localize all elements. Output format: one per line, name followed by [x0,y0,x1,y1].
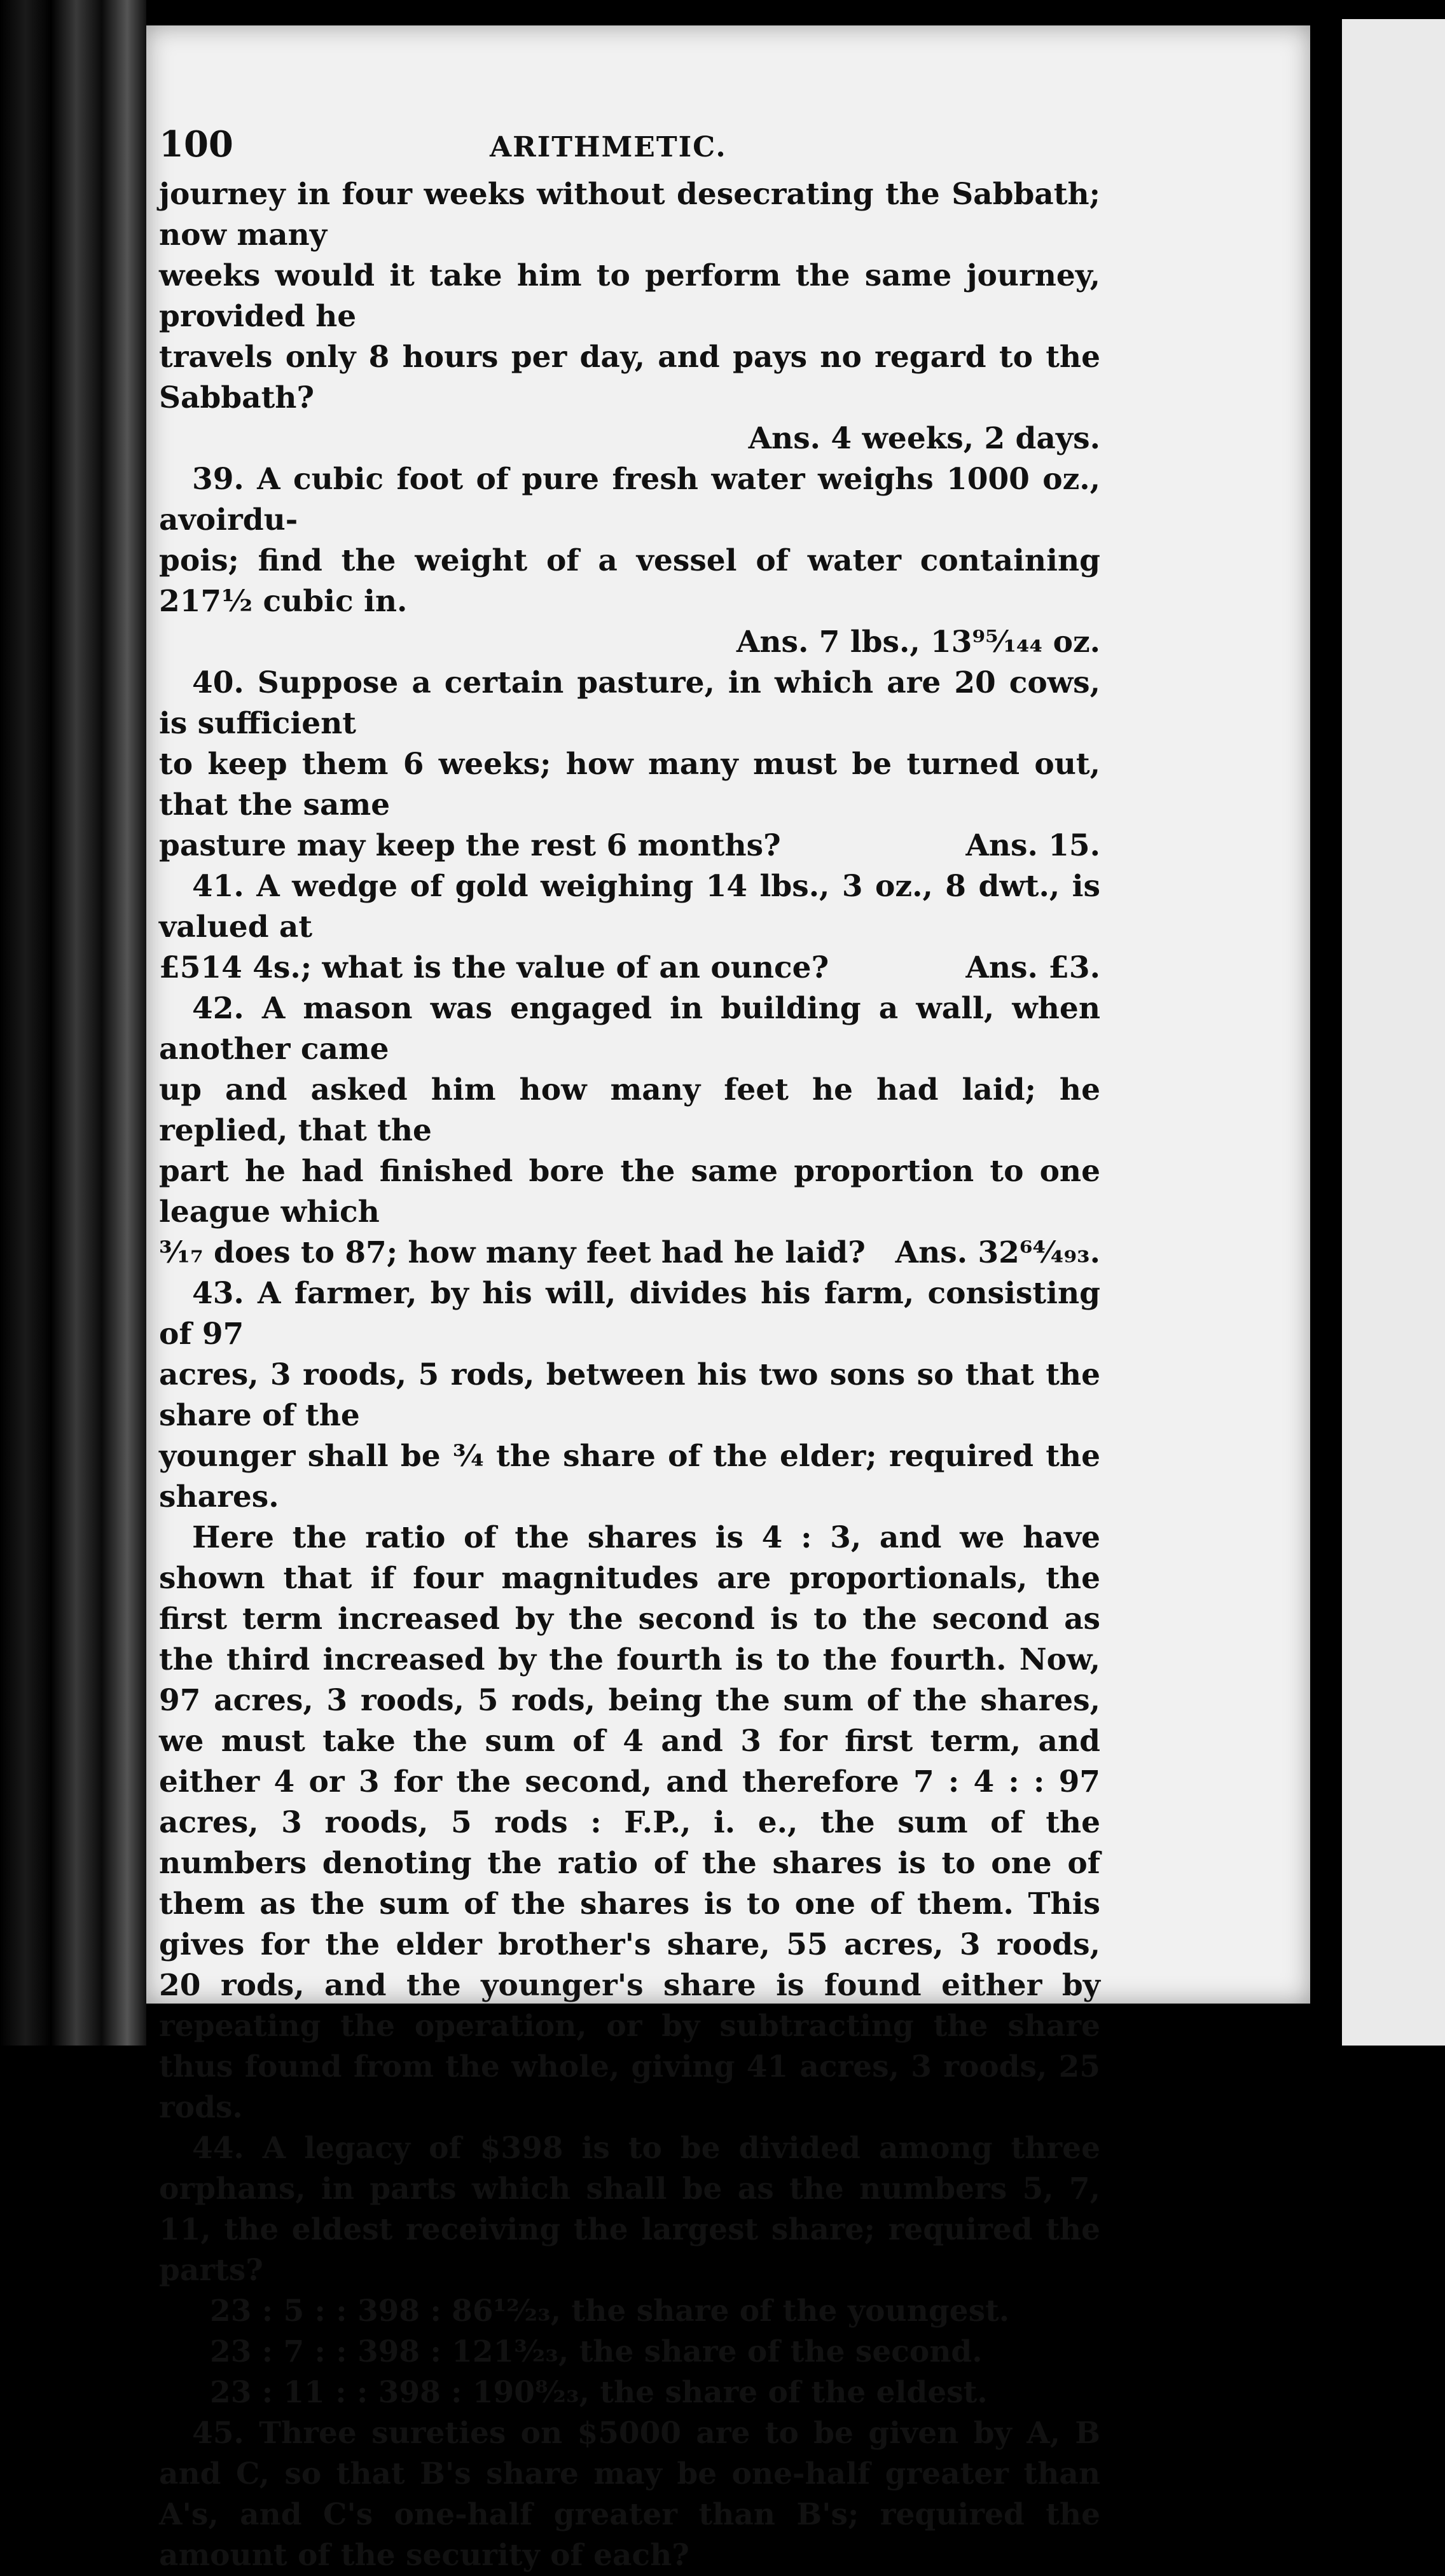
text-line: to keep them 6 weeks; how many must be turned out, that the same [159,747,1100,822]
running-title: ARITHMETIC. [490,131,727,163]
problem-42-last-line [159,1233,1100,1273]
text-line: travels only 8 hours per day, and pays no regard to the Sabbath? [159,340,1100,415]
calc-line-second: 23 : 7 : : 398 : 121³⁄₂₃, the share of the second. [210,2334,983,2369]
text-line: part he had finished bore the same proportion to one league which [159,1154,1100,1229]
problem-42: 42. A mason was engaged in building a wall, when another came [159,991,1100,1067]
text-line: £514 4s.; what is the value of an ounce? [159,950,829,985]
answer-40: Ans. 15. [965,828,1100,863]
text-line: up and asked him how many feet he had laid; he replied, that the [159,1072,1100,1148]
page-content [159,124,1100,2576]
problem-39: 39. A cubic foot of pure fresh water weighs 1000 oz., avoirdu- [159,462,1100,537]
book-spine [0,0,146,2046]
problem-40: 40. Suppose a certain pasture, in which are 20 cows, is sufficient [159,665,1100,741]
problem-45: 45. Three sureties on $5000 are to be given by A, B and C, so that B's share may be one-half greater than A's, and C's one-half greater than B's; required the amount of the security of each? [159,2416,1100,2573]
problem-44: 44. A legacy of $398 is to be divided among three orphans, in parts which shall be as the numbers 5, 7, 11, the eldest receiving the largest share; required the parts? [159,2131,1100,2288]
problem-41: 41. A wedge of gold weighing 14 lbs., 3 oz., 8 dwt., is valued at [159,869,1100,945]
problem-40-last-line [159,826,1100,866]
answer-39: Ans. 7 lbs., 13⁹⁵⁄₁₄₄ oz. [736,625,1100,660]
answer-42: Ans. 32⁶⁴⁄₄₉₃. [895,1235,1100,1270]
text-line: journey in four weeks without desecrating the Sabbath; now many [159,177,1100,253]
text-line: pois; find the weight of a vessel of water containing 217½ cubic in. [159,543,1100,619]
text-line: weeks would it take him to perform the same journey, provided he [159,258,1100,334]
calc-line-eldest: 23 : 11 : : 398 : 190⁸⁄₂₃, the share of the eldest. [210,2375,988,2410]
problem-43: 43. A farmer, by his will, divides his farm, consisting of 97 [159,1276,1100,1352]
text-line: ³⁄₁₇ does to 87; how many feet had he laid? [159,1235,866,1270]
text-line: pasture may keep the rest 6 months? [159,828,781,863]
solution-43: Here the ratio of the shares is 4 : 3, and we have shown that if four magnitudes are proportionals, the first term increased by the second is to the second as the third increased by the fourth is to the fourth. Now, 97 acres, 3 roods, 5 rods, being the sum of the shares, we must take the sum of 4 and 3 for first term, and either 4 or 3 for the second, and therefore 7 : 4 : : 97 acres, 3 roods, 5 rods : F.P., i. e., the sum of the numbers denoting the ratio of the shares is to one of them as the sum of the shares is to one of them. This gives for the elder brother's share, 55 acres, 3 roods, 20 rods, and the younger's share is found either by repeating the operation, or by subtracting the share thus found from the whole, giving 41 acres, 3 roods, 25 rods. [159,1520,1100,2125]
page-header [159,124,1100,168]
next-page-edge [1342,19,1445,2046]
problem-41-last-line [159,948,1100,988]
page-number: 100 [159,123,233,165]
answer-38: Ans. 4 weeks, 2 days. [748,421,1100,456]
text-line: younger shall be ¾ the share of the elder; required the shares. [159,1439,1100,1514]
calc-line-youngest: 23 : 5 : : 398 : 86¹²⁄₂₃, the share of the youngest. [210,2294,1010,2329]
text-line: acres, 3 roods, 5 rods, between his two sons so that the share of the [159,1357,1100,1433]
answer-41: Ans. £3. [965,950,1100,985]
page-gap [1310,0,1342,2046]
